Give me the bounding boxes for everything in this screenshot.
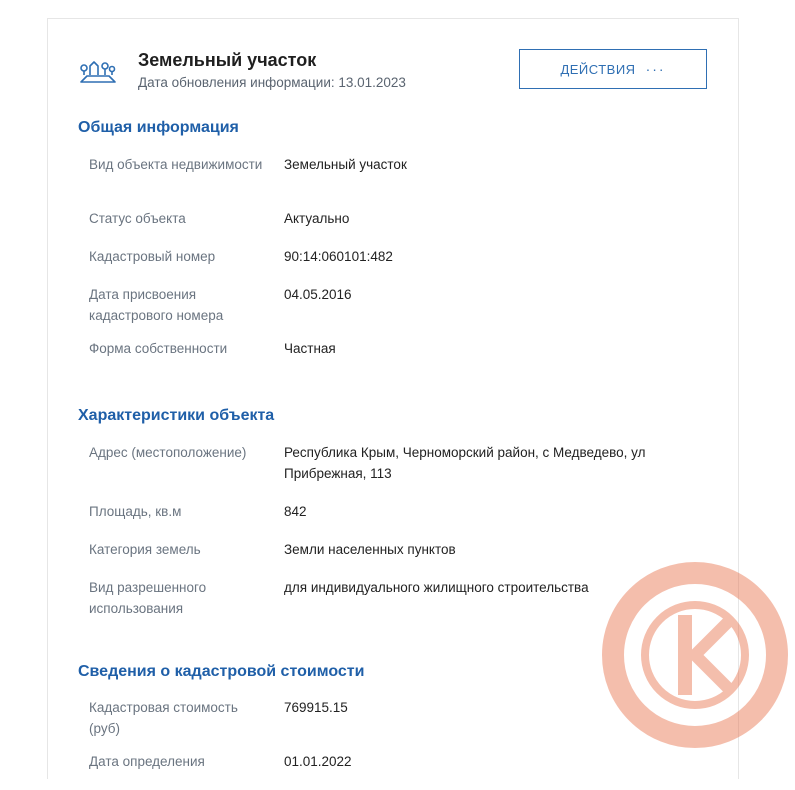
page-title: Земельный участок [138, 50, 317, 70]
label-ownership-form: Форма собственности [89, 341, 228, 356]
value-address: Республика Крым, Черноморский район, с Медведево, ул Прибрежная, 113 [284, 445, 646, 481]
value-valuation-date: 01.01.2022 [284, 754, 352, 769]
label-land-category: Категория земель [89, 542, 201, 557]
label-valuation-date: Дата определения [89, 754, 205, 769]
update-date: Дата обновления информации: 13.01.2023 [138, 75, 406, 90]
section-title-general: Общая информация [78, 119, 239, 136]
label-cadastral-value: Кадастровая стоимость (руб) [89, 700, 238, 736]
value-land-category: Земли населенных пунктов [284, 542, 456, 557]
section-title-characteristics: Характеристики объекта [78, 407, 275, 424]
section-title-cadastral-value: Сведения о кадастровой стоимости [78, 663, 365, 680]
label-address: Адрес (местоположение) [89, 445, 247, 460]
actions-button[interactable] [519, 49, 707, 89]
actions-button-label: ДЕЙСТВИЯ [560, 61, 636, 77]
label-object-type: Вид объекта недвижимости [89, 157, 263, 172]
value-ownership-form: Частная [284, 341, 336, 356]
object-card [47, 18, 739, 779]
value-object-status: Актуально [284, 211, 350, 226]
label-cadastral-number: Кадастровый номер [89, 249, 216, 264]
value-object-type: Земельный участок [284, 157, 407, 172]
label-area: Площадь, кв.м [89, 504, 182, 519]
value-cadastral-value: 769915.15 [284, 700, 348, 715]
label-permitted-use: Вид разрешенного использования [89, 580, 207, 616]
value-assignment-date: 04.05.2016 [284, 287, 352, 302]
label-object-status: Статус объекта [89, 211, 186, 226]
label-assignment-date: Дата присвоения кадастрового номера [89, 287, 224, 323]
value-permitted-use: для индивидуального жилищного строительства [284, 580, 589, 595]
value-area: 842 [284, 504, 307, 519]
more-dots-icon: ··· [645, 61, 666, 77]
card-header [48, 19, 738, 109]
land-plot-icon [78, 54, 118, 84]
value-cadastral-number: 90:14:060101:482 [284, 249, 393, 264]
